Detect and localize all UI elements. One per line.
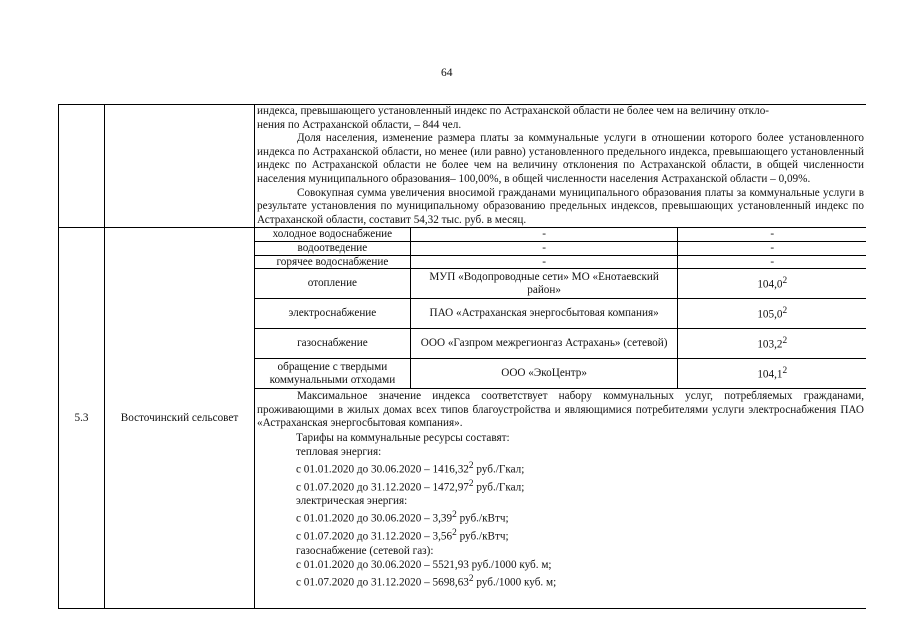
total-sum-paragraph: Совокупная сумма увеличения вносимой гражданами муниципального образования платы за коммунальные услуги в результате установления по муниципальному образованию предельных индексов, превышающих установленный индекс по Астраханской области, составит 54,32 тыс. руб. в месяц. <box>257 186 864 226</box>
tariff-value: с 01.01.2020 до 30.06.2020 – 3,39 <box>296 513 453 526</box>
table-row-5-3 <box>59 228 867 608</box>
tariff-footnote: 2 <box>468 478 474 489</box>
service-row <box>255 228 866 241</box>
details-cell <box>255 228 867 608</box>
service-index <box>678 228 866 241</box>
service-index <box>678 255 866 269</box>
index-value: 105,0 <box>757 309 783 322</box>
text-line-2: нения по Астраханской области, – 844 чел. <box>257 118 462 131</box>
tariff-line <box>296 572 866 590</box>
service-name: электроснабжение <box>255 299 410 329</box>
tariff-value: с 01.07.2020 до 31.12.2020 – 1472,97 <box>296 481 469 494</box>
index-value: - <box>770 255 775 268</box>
continuation-text-cell <box>255 105 867 228</box>
service-index <box>678 241 866 255</box>
document-table-frame <box>58 104 866 640</box>
service-row <box>255 241 866 255</box>
service-index <box>678 299 866 329</box>
row-number: 5.3 <box>59 228 105 608</box>
tariff-unit: руб./Гкал; <box>473 481 525 494</box>
service-index <box>678 329 866 359</box>
tariff-value: с 01.07.2020 до 31.12.2020 – 5698,63 <box>296 576 469 589</box>
cell-continuation-space <box>255 590 866 608</box>
electricity-title: электрическая энергия: <box>296 495 408 508</box>
index-value: 104,1 <box>757 369 783 382</box>
index-footnote: 2 <box>782 336 788 347</box>
service-row <box>255 359 866 389</box>
service-row <box>255 329 866 359</box>
service-name: холодное водоснабжение <box>255 228 410 241</box>
service-row <box>255 255 866 269</box>
service-row <box>255 269 866 299</box>
gas-title: газоснабжение (сетевой газ): <box>296 544 434 557</box>
max-index-paragraph: Максимальное значение индекса соответствует набору коммунальных услуг, потребляемых гражданами, проживающими в жилых домах всех типов благоустройства и являющимися потребителями услуги электроснабжения ПАО «Астраханская энергосбытовая компания». <box>257 390 864 430</box>
service-provider: ООО «ЭкоЦентр» <box>410 359 678 389</box>
service-index <box>678 269 866 299</box>
max-index-block <box>255 389 866 431</box>
service-provider: ПАО «Астраханская энергосбытовая компания» <box>410 299 678 329</box>
service-provider: МУП «Водопроводные сети» МО «Енотаевский район» <box>410 269 678 299</box>
text-line-1: индекса, превышающего установленный индекс по Астраханской области не более чем на величину откло- <box>257 105 770 117</box>
index-value: 104,0 <box>757 279 783 292</box>
tariff-unit: руб./кВтч; <box>456 513 509 526</box>
index-footnote: 2 <box>782 306 788 317</box>
row-number-empty <box>59 105 105 228</box>
service-row <box>255 299 866 329</box>
row-name-empty <box>105 105 255 228</box>
service-provider: - <box>410 255 678 269</box>
index-footnote: 2 <box>782 276 788 287</box>
services-table <box>255 228 866 389</box>
tariff-footnote: 2 <box>452 528 457 539</box>
table-row-continuation <box>59 105 867 228</box>
tariff-value: с 01.07.2020 до 31.12.2020 – 3,56 <box>296 530 453 543</box>
service-name: газоснабжение <box>255 329 410 359</box>
index-footnote: 2 <box>782 366 788 377</box>
tariff-line <box>296 477 866 495</box>
tariff-footnote: 2 <box>452 510 457 521</box>
tariff-line: с 01.01.2020 до 30.06.2020 – 5521,93 руб./1000 куб. м; <box>296 558 552 571</box>
population-share-paragraph: Доля населения, изменение размера платы за коммунальные услуги в отношении которого более установленного индекса по Астраханской области, но менее (или равно) установленного предельного индекса, превышающего установленный индекс по Астраханской области не более чем на величину отклонения по Астраханской области, в общей численности населения муниципального образования– 100,00%, в общей численности населения Астраханской области – 0,09%. <box>257 132 864 185</box>
service-index <box>678 359 866 389</box>
service-provider: ООО «Газпром межрегионгаз Астрахань» (сетевой) <box>410 329 678 359</box>
tariff-line <box>296 508 866 526</box>
tariff-line <box>296 526 866 544</box>
service-provider: - <box>410 241 678 255</box>
tariffs-list <box>255 431 866 590</box>
tariff-footnote: 2 <box>468 460 474 471</box>
service-name: отопление <box>255 269 410 299</box>
service-name: горячее водоснабжение <box>255 255 410 269</box>
service-provider: - <box>410 228 678 241</box>
page-number: 64 <box>441 67 453 79</box>
index-value: - <box>770 228 775 241</box>
continuation-text <box>255 105 866 227</box>
index-value: 103,2 <box>757 339 783 352</box>
index-value: - <box>770 241 775 254</box>
tariff-value: с 01.01.2020 до 30.06.2020 – 1416,32 <box>296 463 469 476</box>
municipality-name: Восточинский сельсовет <box>105 228 255 608</box>
service-name: водоотведение <box>255 241 410 255</box>
tariffs-title: Тарифы на коммунальные ресурсы составят: <box>296 431 510 444</box>
tariff-unit: руб./Гкал; <box>473 463 525 476</box>
tariff-footnote: 2 <box>468 573 474 584</box>
service-name: обращение с твердыми коммунальными отходами <box>255 359 410 389</box>
document-table <box>58 104 866 609</box>
tariff-unit: руб./1000 куб. м; <box>473 576 557 589</box>
heat-title: тепловая энергия: <box>296 445 382 458</box>
tariff-unit: руб./кВтч; <box>456 530 509 543</box>
tariff-line <box>296 459 866 477</box>
